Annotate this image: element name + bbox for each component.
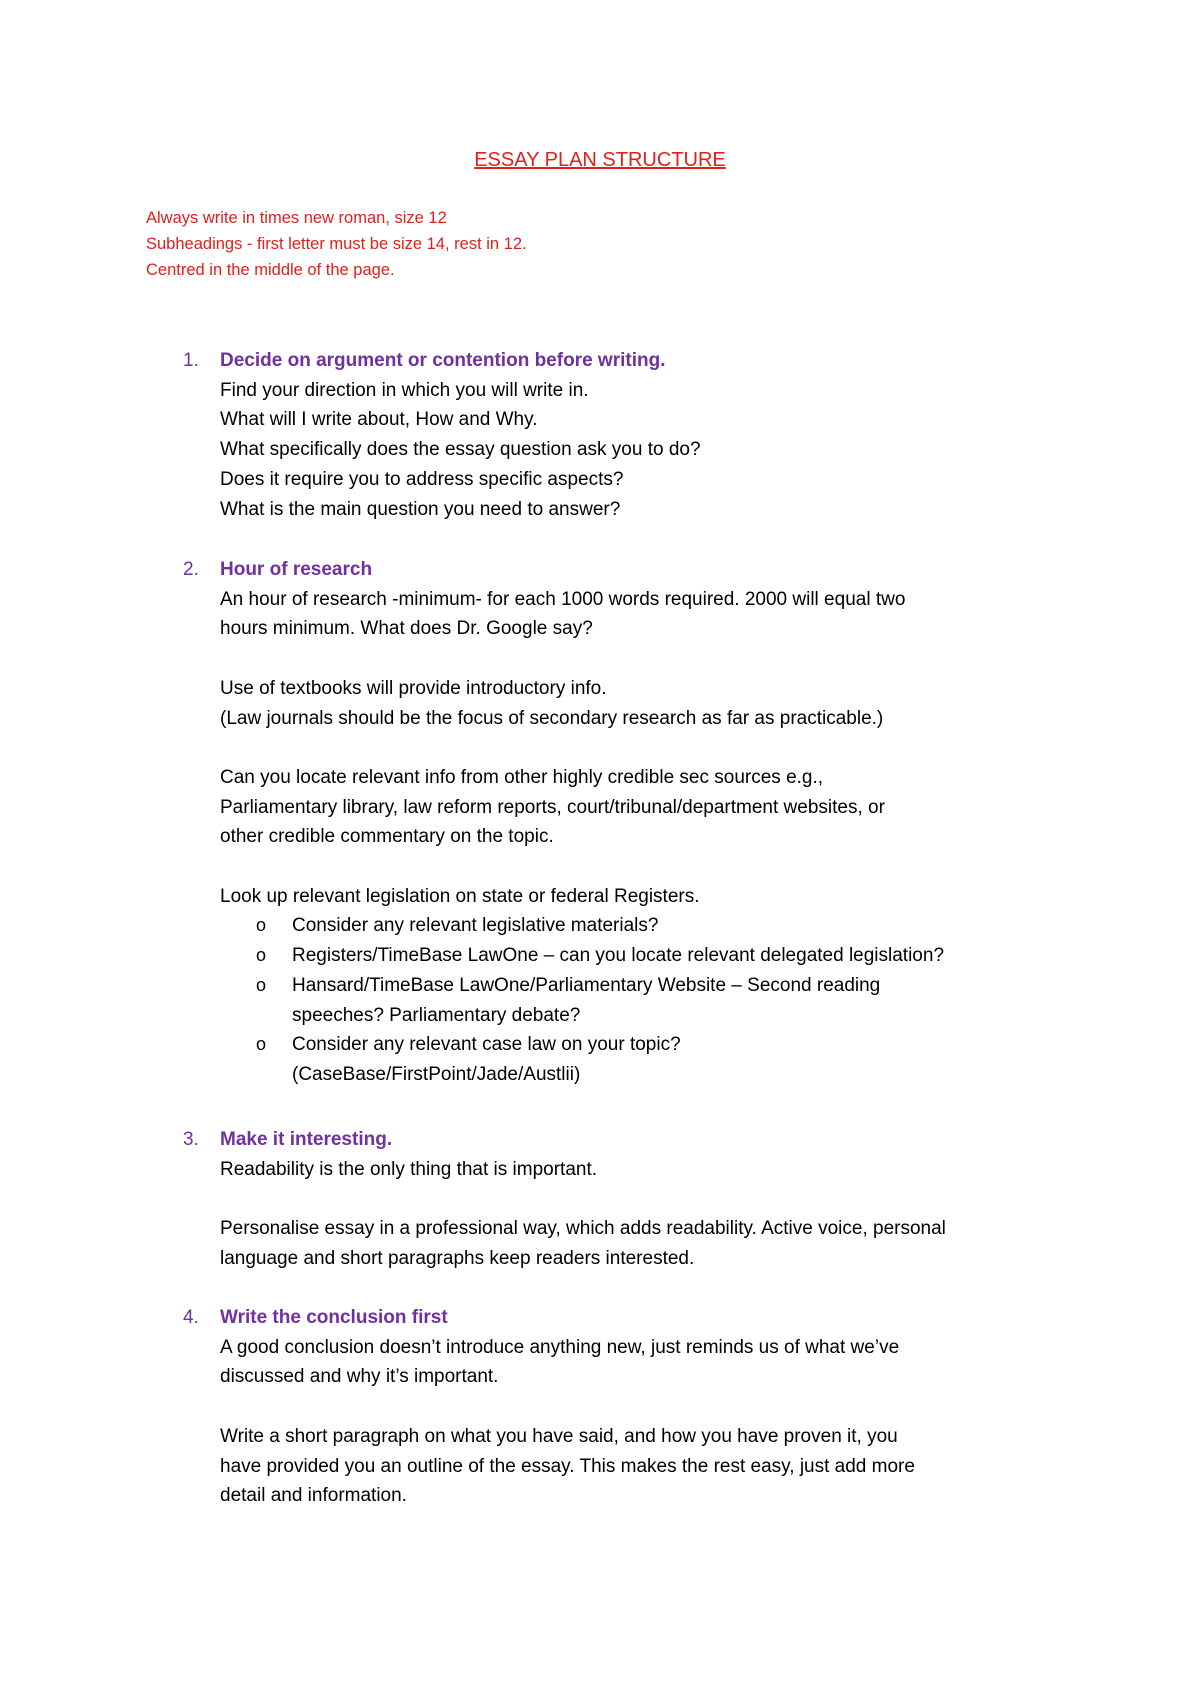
- list-item: [220, 1030, 1070, 1089]
- list-item-text: Hansard/TimeBase LawOne/Parliamentary Website – Second reading: [292, 974, 881, 996]
- step-text-line: detail and information.: [220, 1485, 407, 1507]
- list-item-text: Registers/TimeBase LawOne – can you locate relevant delegated legislation?: [292, 945, 945, 967]
- step-text-line: (Law journals should be the focus of secondary research as far as practicable.): [220, 707, 884, 729]
- step-text-line: Write a short paragraph on what you have said, and how you have proven it, you: [220, 1425, 898, 1447]
- bullet-marker: o: [256, 915, 267, 936]
- formatting-note: Subheadings - first letter must be size 14, rest in 12.: [146, 235, 527, 253]
- step-text-line: Look up relevant legislation on state or federal Registers.: [220, 885, 700, 907]
- list-item-text: (CaseBase/FirstPoint/Jade/Austlii): [292, 1063, 581, 1085]
- step-heading: Write the conclusion first: [220, 1307, 448, 1328]
- step-text-line: Personalise essay in a professional way, which adds readability. Active voice, personal: [220, 1218, 946, 1240]
- step-text-line: Readability is the only thing that is important.: [220, 1158, 598, 1180]
- step-text-line: What will I write about, How and Why.: [220, 409, 538, 431]
- step-heading: Decide on argument or contention before writing.: [220, 350, 666, 371]
- list-item-text: speeches? Parliamentary debate?: [292, 1004, 581, 1026]
- step-text-line: have provided you an outline of the essay. This makes the rest easy, just add more: [220, 1455, 915, 1477]
- formatting-note: Always write in times new roman, size 12: [146, 209, 447, 227]
- step-text-line: hours minimum. What does Dr. Google say?: [220, 618, 593, 640]
- step-heading: Hour of research: [220, 559, 373, 580]
- formatting-note: Centred in the middle of the page.: [146, 261, 395, 279]
- list-item: [220, 971, 1070, 1030]
- step-heading: Make it interesting.: [220, 1129, 393, 1150]
- step-text-line: An hour of research -minimum- for each 1000 words required. 2000 will equal two: [220, 588, 906, 610]
- bullet-marker: o: [256, 945, 267, 966]
- list-item: [220, 911, 1070, 941]
- step-number: 3.: [183, 1129, 199, 1150]
- step-number: 4.: [183, 1307, 199, 1328]
- list-item-text: Consider any relevant case law on your topic?: [292, 1034, 681, 1056]
- list-item-text: Consider any relevant legislative materials?: [292, 915, 659, 937]
- step-text-line: Use of textbooks will provide introductory info.: [220, 677, 607, 699]
- step-text-line: A good conclusion doesn’t introduce anything new, just reminds us of what we’ve: [220, 1336, 900, 1358]
- step-text-line: discussed and why it’s important.: [220, 1366, 499, 1388]
- bullet-marker: o: [256, 1034, 267, 1055]
- research-sources-list: [220, 911, 1070, 1089]
- step-text-line: Can you locate relevant info from other highly credible sec sources e.g.,: [220, 766, 824, 788]
- step-text-line: Does it require you to address specific aspects?: [220, 468, 624, 490]
- step-number: 1.: [183, 350, 199, 371]
- step-text-line: What is the main question you need to answer?: [220, 498, 621, 520]
- step-number: 2.: [183, 559, 199, 580]
- document-title: ESSAY PLAN STRUCTURE: [474, 149, 726, 171]
- list-item: [220, 941, 1070, 971]
- bullet-marker: o: [256, 974, 267, 995]
- step-text-line: Parliamentary library, law reform reports, court/tribunal/department websites, or: [220, 796, 885, 818]
- step-text-line: other credible commentary on the topic.: [220, 826, 554, 848]
- step-text-line: What specifically does the essay question ask you to do?: [220, 439, 701, 461]
- step-text-line: language and short paragraphs keep readers interested.: [220, 1247, 695, 1269]
- step-text-line: Find your direction in which you will write in.: [220, 379, 589, 401]
